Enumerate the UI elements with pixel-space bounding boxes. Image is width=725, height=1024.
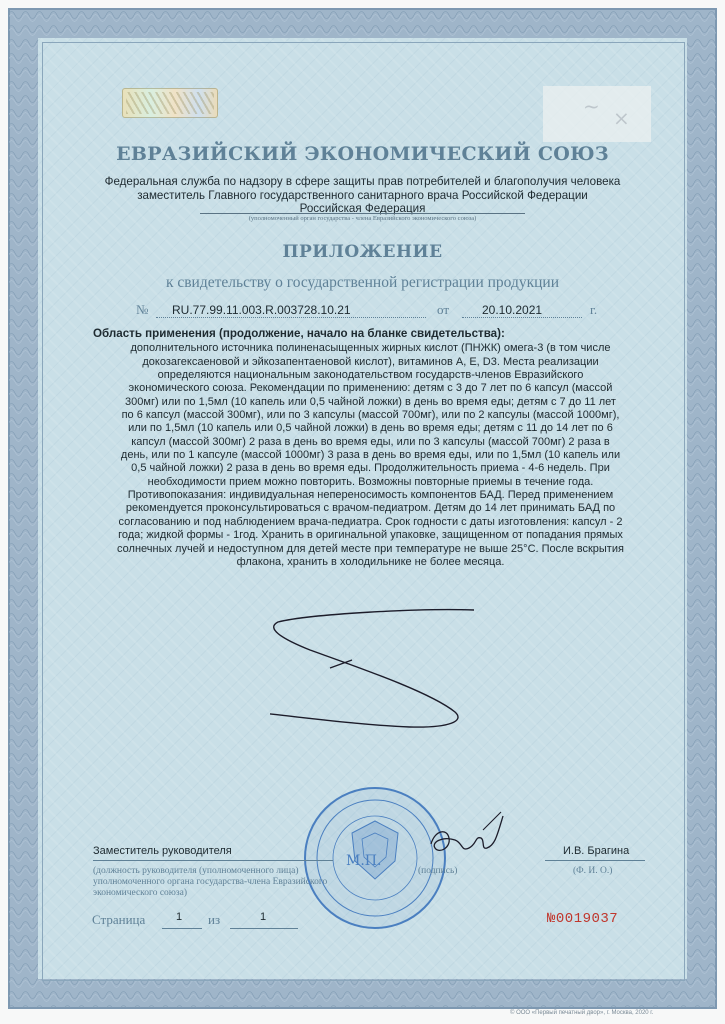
authority-line: заместитель Главного государственного санитарного врача Российской Федерации [137,188,588,202]
scope-line: согласованию и под наблюдением врача-педиатра. Срок годности с даты изготовления: капсул - 2 [118,515,623,528]
scope-line: дополнительного источника полиненасыщенных жирных кислот (ПНЖК) омега-3 (в том числе [130,342,611,355]
annex-title: ПРИЛОЖЕНИЕ [282,242,443,262]
union-title: ЕВРАЗИЙСКИЙ ЭКОНОМИЧЕСКИЙ СОЮЗ [116,143,609,165]
registration-number: RU.77.99.11.003.R.003728.10.21 [172,303,351,317]
scope-line: года; жидкой формы - 1год. Хранить в оригинальной упаковке, защищенном от попадания прямых [118,529,623,542]
scope-line: определяются национальным законодательством государств-членов Евразийского [157,369,584,382]
scope-line: по 6 капсул (массой 300мг), или по 3 капсулы (массой 700мг), или по 2 капсулы (массой 1000мг), [121,409,620,422]
z-strike-line [270,608,480,733]
scope-line: или по 1,5мл (10 капель или 0,5 чайной ложки) в день во время еды; детям с 11 до 14 лет по 6 [128,422,613,435]
name-caption: (Ф. И. О.) [573,866,613,876]
signer-position: Заместитель руководителя [93,845,232,857]
date-label: от [437,302,450,317]
scope-line: экономического союза. Рекомендации по применению: детям с 3 до 7 лет по 6 капсул (массой [128,382,613,395]
registration-date: 20.10.2021 [482,303,543,317]
scope-line: 300мг) или по 1,5мл (10 капель или 0,5 чайной ложки) в день во время еды; детям с 7 до 11 лет [125,395,616,408]
authority-caption: (уполномоченный орган государства - члена Евразийского экономического союза) [200,213,525,222]
signature-row [93,845,648,857]
scope-line: солнечных лучей и недоступном для детей месте при температуре не выше 25°С. После вскрытия [117,542,624,555]
seal-mp-text: М.П. [346,853,382,869]
scope-line: Противопоказания: индивидуальная непереносимость компонентов БАД. Перед применением [127,489,614,502]
scope-line: необходимости прием можно повторить. Возможны повторные приемы в течение года. [147,475,594,488]
registration-number-row [132,302,612,320]
scope-line: докозагексаеновой и эйкозапентаеновой кислот), витаминов А, Е, D3. Места реализации [142,355,599,368]
scope-heading: Область применения (продолжение, начало на бланке свидетельства): [93,327,505,340]
position-caption: (должность руководителя (уполномоченного лица) уполномоченного органа государства-члена Евразийского экономического союза) [93,866,328,898]
scope-line: флакона, хранить в холодильнике не более месяца. [236,555,505,568]
scope-section [93,327,648,569]
page-total: 1 [260,911,267,923]
number-label: № [136,302,149,317]
scope-line: день, или по 1 капсуле (массой 1000мг) 3 раза в день во время еды, или по 1,5мл (10 капель или [120,449,621,462]
page-label: Страница [92,912,146,927]
scope-line: 0,5 чайной ложки) 2 раза в день во время еды. Продолжительность приема - 4-6 недель. При [131,462,610,475]
hologram-sticker [122,88,218,118]
faded-corner-mark: ~ × [543,86,651,142]
page-counter [92,911,267,928]
handwritten-signature [425,808,515,868]
scope-text [93,342,648,569]
scope-line: рекомендуется проконсультироваться с врачом-педиатром. Детям до 14 лет принимать БАД по [125,502,616,515]
serial-number: №0019037 [547,911,619,927]
scope-line: капсул (массой 300мг) 2 раза в день во время еды, или по 3 капсулы (массой 700мг) 2 раза в [131,435,610,448]
year-suffix: г. [590,302,598,317]
signature-caption: (подпись) [418,866,458,876]
printer-copyright: © ООО «Первый печатный двор», г. Москва, 2020 г. [510,1010,654,1016]
authority-line: Федеральная служба по надзору в сфере защиты прав потребителей и благополучия человека [104,175,621,188]
annex-subtitle: к свидетельству о государственной регистрации продукции [165,274,560,291]
authority-line: Российская Федерация [299,202,426,215]
signer-name: И.В. Брагина [563,845,630,857]
issuing-authority [80,175,645,216]
of-label: из [208,912,221,927]
page-number: 1 [176,911,183,923]
